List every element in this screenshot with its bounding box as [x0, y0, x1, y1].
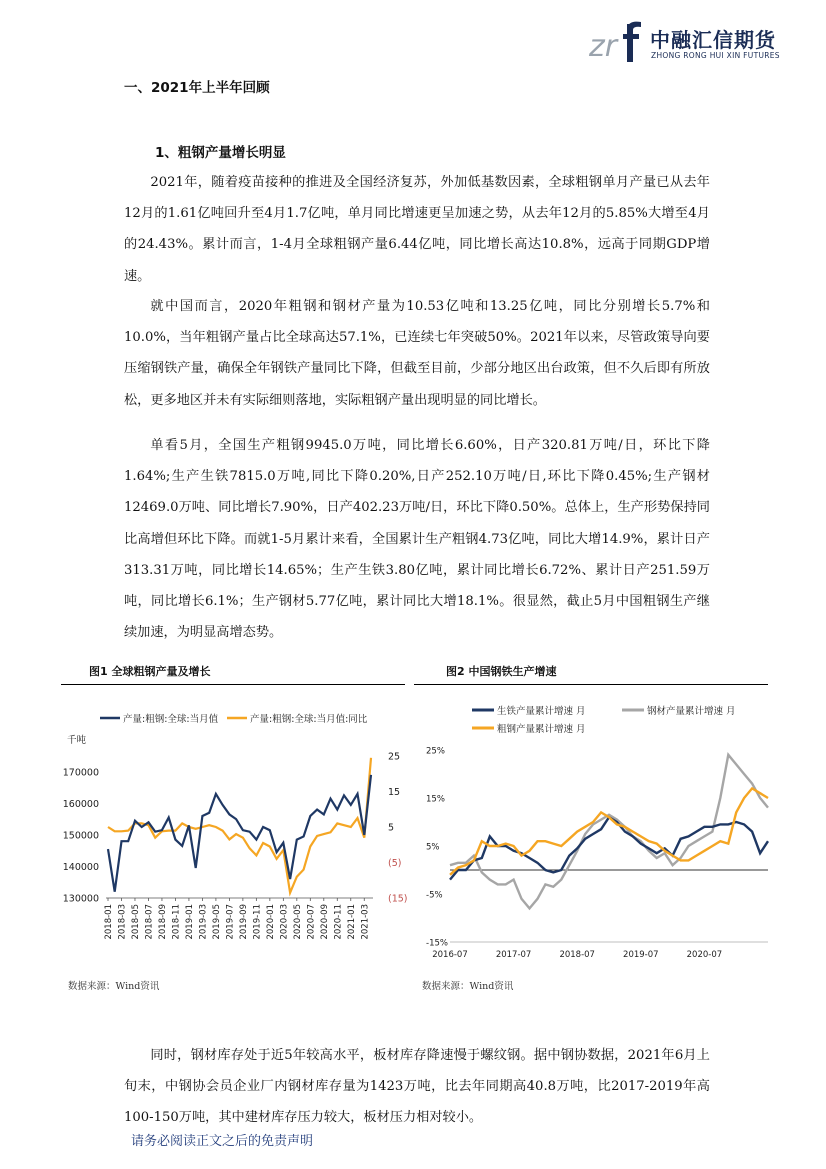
y-tick-left: 130000 — [62, 893, 99, 905]
y-tick-label: 15% — [426, 794, 445, 805]
legend-label: 生铁产量累计增速 月 — [497, 706, 586, 717]
x-tick-label: 2019-01 — [184, 904, 195, 940]
y-tick-right: 25 — [388, 751, 401, 763]
figure-1-source: 数据来源：Wind资讯 — [68, 981, 160, 992]
x-tick-label: 2019-11 — [252, 904, 263, 940]
y-tick-left: 140000 — [62, 861, 99, 873]
x-tick-label: 2018-03 — [117, 904, 128, 940]
x-tick-label: 2019-09 — [238, 904, 249, 940]
paragraph-china-output: 就中国而言，2020年粗钢和钢材产量为10.53亿吨和13.25亿吨，同比分别增长5.7%和10.0%，当年粗钢产量占比全球高达57.1%，已连续七年突破50%。2021年以来，尽管政策导向要压缩钢铁产量，确保全年钢铁产量同比下降，但截至目前，少部分地区出台政策，但不久后即有所放松，更多地区并未有实际细则落地，实际粗钢产量出现明显的同比增长。 — [124, 299, 710, 408]
y-tick-label: -15% — [426, 938, 448, 949]
x-tick-label: 2018-09 — [157, 904, 168, 940]
x-tick-label: 2020-07 — [306, 904, 317, 940]
y-tick-right: (15) — [388, 893, 408, 905]
chart-global-crude-steel — [61, 690, 408, 970]
series-line-global-output — [108, 775, 371, 892]
x-tick-label: 2018-07 — [559, 950, 595, 960]
x-tick-label: 2020-05 — [292, 904, 303, 940]
y-tick-label: 25% — [426, 746, 445, 757]
chart-china-steel-growth — [414, 690, 768, 972]
x-tick-label: 2019-03 — [198, 904, 209, 940]
legend-label: 粗钢产量累计增速 月 — [497, 724, 586, 735]
y-tick-left: 160000 — [62, 798, 99, 810]
svg-text:zr: zr — [589, 29, 618, 64]
legend-label-global-output: 产量:粗钢:全球:当月值 — [123, 714, 219, 725]
brand-name-cn: 中融汇信期货 — [650, 28, 776, 52]
x-tick-label: 2021-01 — [346, 904, 357, 940]
figure-1-top-rule — [61, 684, 405, 685]
x-tick-label: 2019-07 — [623, 950, 659, 960]
zrf-logo-icon — [589, 20, 645, 62]
legend-label: 钢材产量累计增速 月 — [647, 706, 736, 717]
subsection-title: 1、粗钢产量增长明显 — [155, 145, 286, 161]
x-tick-label: 2021-03 — [360, 904, 371, 940]
x-tick-label: 2020-09 — [319, 904, 330, 940]
figure-1-caption: 图1 全球粗钢产量及增长 — [89, 665, 211, 678]
x-tick-label: 2016-07 — [432, 950, 468, 960]
x-tick-label: 2019-07 — [225, 904, 236, 940]
y-tick-label: 5% — [426, 842, 440, 853]
x-tick-label: 2020-03 — [279, 904, 290, 940]
y-tick-left: 150000 — [62, 830, 99, 842]
x-tick-label: 2018-01 — [104, 904, 114, 940]
paragraph-may-output: 单看5月，全国生产粗钢9945.0万吨，同比增长6.60%，日产320.81万吨/日，环比下降1.64%;生产生铁7815.0万吨,同比下降0.20%,日产252.10万吨/日,环比下降0.45%;生产钢材12469.0万吨、同比增长7.90%，日产402.23万吨/日，环比下降0.50%。总体上，生产形势保持同比高增但环比下降。而就1-5月累计来看，全国累计生产粗钢4.73亿吨，同比大增14.9%，累计日产313.31万吨，同比增长14.65%；生产生铁3.80亿吨，累计同比增长6.72%、累计日产251.59万吨，同比增长6.1%；生产钢材5.77亿吨，累计同比大增18.1%。很显然，截止5月中国粗钢生产继续加速，为明显高增态势。 — [124, 438, 710, 641]
x-tick-label: 2020-07 — [686, 950, 723, 960]
x-tick-label: 2018-07 — [144, 904, 155, 940]
y-tick-left: 170000 — [62, 767, 99, 779]
legend-label-global-yoy: 产量:粗钢:全球:当月值:同比 — [250, 714, 368, 725]
series-line-steel-products — [450, 755, 768, 909]
x-tick-label: 2020-11 — [333, 904, 344, 940]
y-tick-label: -5% — [426, 890, 443, 901]
figure-2-top-rule — [414, 684, 768, 685]
figure-2-caption: 图2 中国钢铁生产增速 — [446, 665, 557, 678]
y-tick-right: 5 — [388, 822, 395, 834]
x-tick-label: 2018-11 — [171, 904, 182, 940]
x-tick-label: 2018-05 — [130, 904, 141, 940]
paragraph-inventory: 同时，钢材库存处于近5年较高水平，板材库存降速慢于螺纹钢。据中钢协数据，2021年6月上旬末，中钢协会员企业厂内钢材库存量为1423万吨，比去年同期高40.8万吨，比2017-2019年高100-150万吨，其中建材库存压力较大，板材压力相对较小。 — [124, 1048, 710, 1126]
section-title: 一、2021年上半年回顾 — [124, 80, 270, 96]
y-tick-right: 15 — [388, 787, 401, 798]
paragraph-global-output: 2021年，随着疫苗接种的推进及全国经济复苏，外加低基数因素，全球粗钢单月产量已从去年12月的1.61亿吨回升至4月1.7亿吨，单月同比增速更呈加速之势，从去年12月的5.85%大增至4月的24.43%。累计而言，1-4月全球粗钢产量6.44亿吨，同比增长高达10.8%，远高于同期GDP增速。 — [124, 175, 710, 284]
x-tick-label: 2019-05 — [211, 904, 222, 940]
x-tick-label: 2020-01 — [265, 904, 276, 940]
y-axis-unit-label: 千吨 — [67, 735, 87, 746]
disclaimer-note[interactable]: 请务必阅读正文之后的免责声明 — [131, 1134, 314, 1149]
y-tick-right: (5) — [388, 858, 402, 869]
brand-name-en: ZHONG RONG HUI XIN FUTURES — [651, 51, 780, 60]
x-tick-label: 2017-07 — [495, 950, 532, 960]
figure-2-source: 数据来源：Wind资讯 — [422, 981, 514, 992]
